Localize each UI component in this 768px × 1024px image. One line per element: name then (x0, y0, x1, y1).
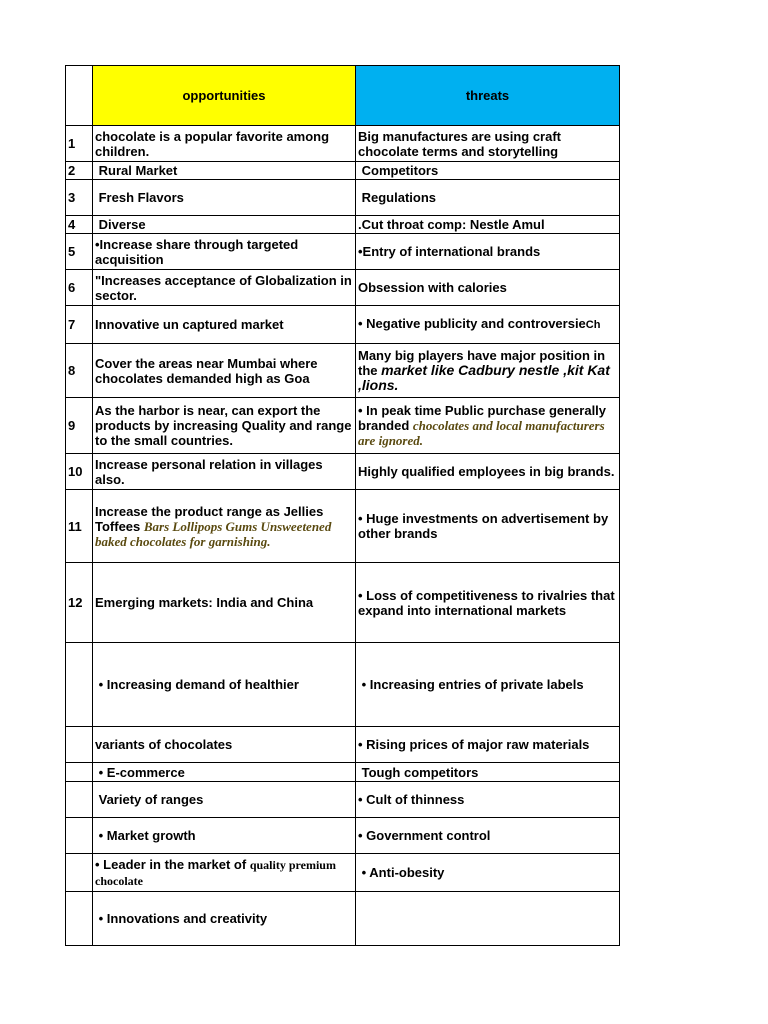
threat-cell: Big manufactures are using craft chocolate terms and storytelling (356, 126, 620, 162)
row-number: 6 (66, 270, 93, 306)
opportunity-text-serif: quality premium chocolate (95, 857, 336, 888)
row-number: 4 (66, 216, 93, 234)
row-number: 10 (66, 454, 93, 490)
table-row (66, 344, 620, 398)
table-row (66, 270, 620, 306)
opportunity-cell: Cover the areas near Mumbai where chocolates demanded high as Goa (93, 344, 356, 398)
opportunity-text: Increase the product range as Jellies Toffees (95, 503, 324, 534)
table-row (66, 454, 620, 490)
row-number (66, 854, 93, 892)
opportunity-cell: •Increase share through targeted acquisition (93, 234, 356, 270)
threat-text: • Negative publicity and controversie (358, 316, 586, 331)
threat-cell: Competitors (356, 162, 620, 180)
row-number (66, 782, 93, 818)
table-row (66, 854, 620, 892)
opportunity-cell: "Increases acceptance of Globalization in sector. (93, 270, 356, 306)
row-number: 9 (66, 398, 93, 454)
opportunities-header: opportunities (93, 66, 356, 126)
row-number (66, 727, 93, 763)
opportunity-cell: variants of chocolates (93, 727, 356, 763)
threat-text-italic: market like Cadbury nestle ,kit Kat ,lions. (358, 362, 610, 393)
table-row (66, 727, 620, 763)
threat-cell: .Cut throat comp: Nestle Amul (356, 216, 620, 234)
table-row (66, 782, 620, 818)
threat-cell (356, 398, 620, 454)
table-row (66, 126, 620, 162)
row-number: 2 (66, 162, 93, 180)
threat-cell: • Cult of thinness (356, 782, 620, 818)
row-number: 8 (66, 344, 93, 398)
threat-cell: • Huge investments on advertisement by other brands (356, 490, 620, 563)
header-num-cell (66, 66, 93, 126)
threat-cell: • Loss of competitiveness to rivalries that expand into international markets (356, 563, 620, 643)
row-number: 1 (66, 126, 93, 162)
threat-cell: • Government control (356, 818, 620, 854)
threat-text-small: Ch (585, 319, 601, 331)
table-row (66, 643, 620, 727)
opportunity-cell: • Innovations and creativity (93, 892, 356, 946)
opportunity-text-italic: Bars Lollipops Gums Unsweetened baked chocolates for garnishing. (95, 518, 332, 549)
opportunity-cell: Variety of ranges (93, 782, 356, 818)
row-number: 5 (66, 234, 93, 270)
table-row (66, 818, 620, 854)
threat-cell: •Entry of international brands (356, 234, 620, 270)
table-row (66, 398, 620, 454)
opportunity-cell: chocolate is a popular favorite among children. (93, 126, 356, 162)
row-number: 7 (66, 306, 93, 344)
threat-cell (356, 344, 620, 398)
row-number: 11 (66, 490, 93, 563)
row-number (66, 643, 93, 727)
table-row (66, 180, 620, 216)
threat-cell (356, 892, 620, 946)
header-row (66, 66, 620, 126)
opportunity-text: • Leader in the market of (95, 856, 250, 872)
opportunity-cell: Increase personal relation in villages also. (93, 454, 356, 490)
opportunity-cell: Emerging markets: India and China (93, 563, 356, 643)
opportunity-cell: • E-commerce (93, 763, 356, 782)
table-row (66, 892, 620, 946)
opportunity-cell (93, 854, 356, 892)
opportunity-cell: Diverse (93, 216, 356, 234)
table-row (66, 162, 620, 180)
threat-text: • In peak time Public purchase generally branded (358, 403, 607, 433)
threat-cell: Regulations (356, 180, 620, 216)
threat-cell: Highly qualified employees in big brands. (356, 454, 620, 490)
threat-cell: • Anti-obesity (356, 854, 620, 892)
row-number: 12 (66, 563, 93, 643)
threat-cell: Tough competitors (356, 763, 620, 782)
opportunity-cell: As the harbor is near, can export the products by increasing Quality and range to the small countries. (93, 398, 356, 454)
threats-header: threats (356, 66, 620, 126)
row-number (66, 892, 93, 946)
table-row (66, 563, 620, 643)
opportunity-cell: • Market growth (93, 818, 356, 854)
table-row (66, 763, 620, 782)
opportunity-cell: Rural Market (93, 162, 356, 180)
threat-cell (356, 306, 620, 344)
threat-cell: • Rising prices of major raw materials (356, 727, 620, 763)
table-row (66, 234, 620, 270)
row-number (66, 763, 93, 782)
opportunity-cell: Innovative un captured market (93, 306, 356, 344)
threat-cell: • Increasing entries of private labels (356, 643, 620, 727)
opportunity-cell: Fresh Flavors (93, 180, 356, 216)
table-row (66, 490, 620, 563)
opportunity-cell (93, 490, 356, 563)
opportunity-cell: • Increasing demand of healthier (93, 643, 356, 727)
threat-text-italic: chocolates and local manufacturers are ignored. (358, 418, 605, 448)
threat-text: Many big players have major position in the (358, 348, 606, 378)
threat-cell: Obsession with calories (356, 270, 620, 306)
table-row (66, 216, 620, 234)
table-row (66, 306, 620, 344)
swot-table (65, 65, 620, 946)
row-number: 3 (66, 180, 93, 216)
row-number (66, 818, 93, 854)
